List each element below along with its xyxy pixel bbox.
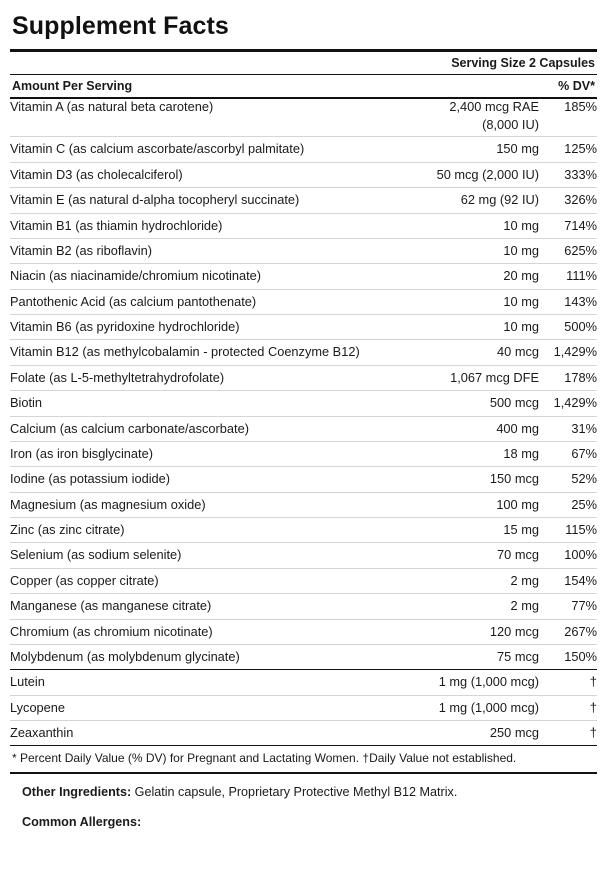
nutrient-dv: 185% [564, 99, 597, 114]
nutrient-amount: 2 mg [389, 568, 539, 593]
nutrient-name: Zinc (as zinc citrate) [10, 518, 389, 543]
extra-amount: 1 mg (1,000 mcg) [389, 695, 539, 720]
extras-table [10, 670, 597, 745]
nutrient-dv: 143% [539, 289, 597, 314]
nutrient-dv: 1,429% [539, 391, 597, 416]
extra-name: Lutein [10, 670, 389, 695]
nutrient-amount: 15 mg [389, 518, 539, 543]
nutrient-name: Calcium (as calcium carbonate/ascorbate) [10, 416, 389, 441]
nutrient-name: Chromium (as chromium nicotinate) [10, 619, 389, 644]
extra-amount: 1 mg (1,000 mcg) [389, 670, 539, 695]
nutrient-amount: 400 mg [389, 416, 539, 441]
nutrient-name: Pantothenic Acid (as calcium pantothenate) [10, 289, 389, 314]
table-row [10, 441, 597, 466]
nutrient-amount: 20 mg [389, 264, 539, 289]
nutrient-name: Molybdenum (as molybdenum glycinate) [10, 648, 240, 664]
table-row [10, 99, 597, 117]
table-row [10, 264, 597, 289]
common-allergens-label: Common Allergens: [22, 815, 142, 830]
nutrient-dv: 625% [539, 238, 597, 263]
nutrient-amount: 100 mg [389, 492, 539, 517]
table-row [10, 162, 597, 187]
table-row [10, 365, 597, 390]
nutrient-name: Magnesium (as magnesium oxide) [10, 492, 389, 517]
table-row [10, 315, 597, 340]
table-row [10, 670, 597, 695]
table-row [10, 467, 597, 492]
nutrient-amount: 2,400 mcg RAE [449, 99, 539, 114]
nutrient-dv: 333% [539, 162, 597, 187]
table-row [10, 213, 597, 238]
other-ingredients-text: Gelatin capsule, Proprietary Protective Methyl B12 Matrix. [131, 784, 458, 799]
table-row [10, 340, 597, 365]
nutrient-dv: 326% [539, 188, 597, 213]
nutrient-name: Folate (as L-5-methyltetrahydrofolate) [10, 365, 389, 390]
nutrient-dv: 100% [539, 543, 597, 568]
nutrient-dv: 67% [539, 441, 597, 466]
nutrient-dv: 267% [539, 619, 597, 644]
table-row [10, 619, 597, 644]
nutrient-name: Vitamin B6 (as pyridoxine hydrochloride) [10, 315, 389, 340]
nutrient-amount: 10 mg [389, 315, 539, 340]
extra-name: Lycopene [10, 695, 389, 720]
extra-amount: 250 mcg [489, 725, 539, 740]
nutrient-amount: 70 mcg [389, 543, 539, 568]
other-ingredients [10, 774, 597, 803]
nutrient-name: Vitamin D3 (as cholecalciferol) [10, 162, 389, 187]
nutrient-dv: 500% [539, 315, 597, 340]
nutrient-dv-blank [539, 117, 597, 137]
nutrient-amount: 10 mg [389, 213, 539, 238]
nutrient-amount: 75 mcg [497, 648, 539, 664]
nutrient-name: Selenium (as sodium selenite) [10, 543, 389, 568]
table-row [10, 137, 597, 162]
table-row [10, 543, 597, 568]
daily-value-header: % DV* [558, 79, 595, 93]
nutrient-amount: 10 mg [389, 238, 539, 263]
nutrient-amount: 18 mg [389, 441, 539, 466]
nutrient-amount: 10 mg [389, 289, 539, 314]
nutrient-name: Vitamin C (as calcium ascorbate/ascorbyl palmitate) [10, 137, 389, 162]
nutrient-name-blank [10, 117, 389, 137]
table-row [10, 416, 597, 441]
nutrient-dv: 31% [539, 416, 597, 441]
nutrient-dv: 1,429% [539, 340, 597, 365]
nutrient-dv: 125% [539, 137, 597, 162]
other-ingredients-label: Other Ingredients: [22, 784, 132, 799]
table-row [10, 188, 597, 213]
nutrient-amount: 150 mg [389, 137, 539, 162]
nutrient-name: Iron (as iron bisglycinate) [10, 441, 389, 466]
table-row [10, 518, 597, 543]
nutrient-name: Copper (as copper citrate) [10, 568, 389, 593]
nutrient-amount: 120 mcg [389, 619, 539, 644]
nutrient-amount: 150 mcg [389, 467, 539, 492]
nutrient-name: Niacin (as niacinamide/chromium nicotinate) [10, 264, 389, 289]
nutrient-name: Vitamin A (as natural beta carotene) [10, 99, 214, 114]
nutrient-amount: 40 mcg [389, 340, 539, 365]
table-row [10, 238, 597, 263]
nutrient-dv: 150% [564, 648, 597, 664]
nutrient-name: Vitamin E (as natural d-alpha tocopheryl succinate) [10, 188, 389, 213]
nutrient-name: Iodine (as potassium iodide) [10, 467, 389, 492]
nutrient-dv: 52% [539, 467, 597, 492]
table-row [10, 594, 597, 619]
extra-name: Zeaxanthin [10, 725, 74, 740]
extra-dv: † [589, 725, 597, 740]
nutrient-dv: 25% [539, 492, 597, 517]
nutrient-name: Vitamin B12 (as methylcobalamin - protected Coenzyme B12) [10, 340, 389, 365]
column-headers [10, 75, 597, 97]
nutrient-name: Manganese (as manganese citrate) [10, 594, 389, 619]
extra-dv: † [539, 695, 597, 720]
nutrient-amount: 62 mg (92 IU) [389, 188, 539, 213]
nutrient-name: Vitamin B2 (as riboflavin) [10, 238, 389, 263]
table-row [10, 568, 597, 593]
amount-per-serving-header: Amount Per Serving [12, 79, 133, 93]
nutrient-dv: 115% [539, 518, 597, 543]
table-row [10, 721, 597, 746]
nutrient-amount: 500 mcg [389, 391, 539, 416]
table-row [10, 695, 597, 720]
nutrient-dv: 154% [539, 568, 597, 593]
serving-size: Serving Size 2 Capsules [451, 56, 595, 70]
nutrient-name: Biotin [10, 391, 389, 416]
nutrients-table [10, 99, 597, 669]
nutrient-dv: 714% [539, 213, 597, 238]
nutrient-dv: 178% [539, 365, 597, 390]
table-row [10, 492, 597, 517]
nutrient-amount: 2 mg [389, 594, 539, 619]
page-title: Supplement Facts [12, 12, 229, 40]
table-row-sub [10, 117, 597, 137]
nutrient-dv: 111% [539, 264, 597, 289]
nutrient-amount: 50 mcg (2,000 IU) [389, 162, 539, 187]
extra-dv: † [539, 670, 597, 695]
daily-value-footnote: * Percent Daily Value (% DV) for Pregnant and Lactating Women. †Daily Value not established. [12, 751, 517, 766]
table-row [10, 391, 597, 416]
nutrient-amount: 1,067 mcg DFE [389, 365, 539, 390]
nutrient-amount-sub: (8,000 IU) [389, 117, 539, 137]
nutrient-dv: 77% [539, 594, 597, 619]
nutrient-name: Vitamin B1 (as thiamin hydrochloride) [10, 213, 389, 238]
table-row [10, 644, 597, 669]
table-row [10, 289, 597, 314]
